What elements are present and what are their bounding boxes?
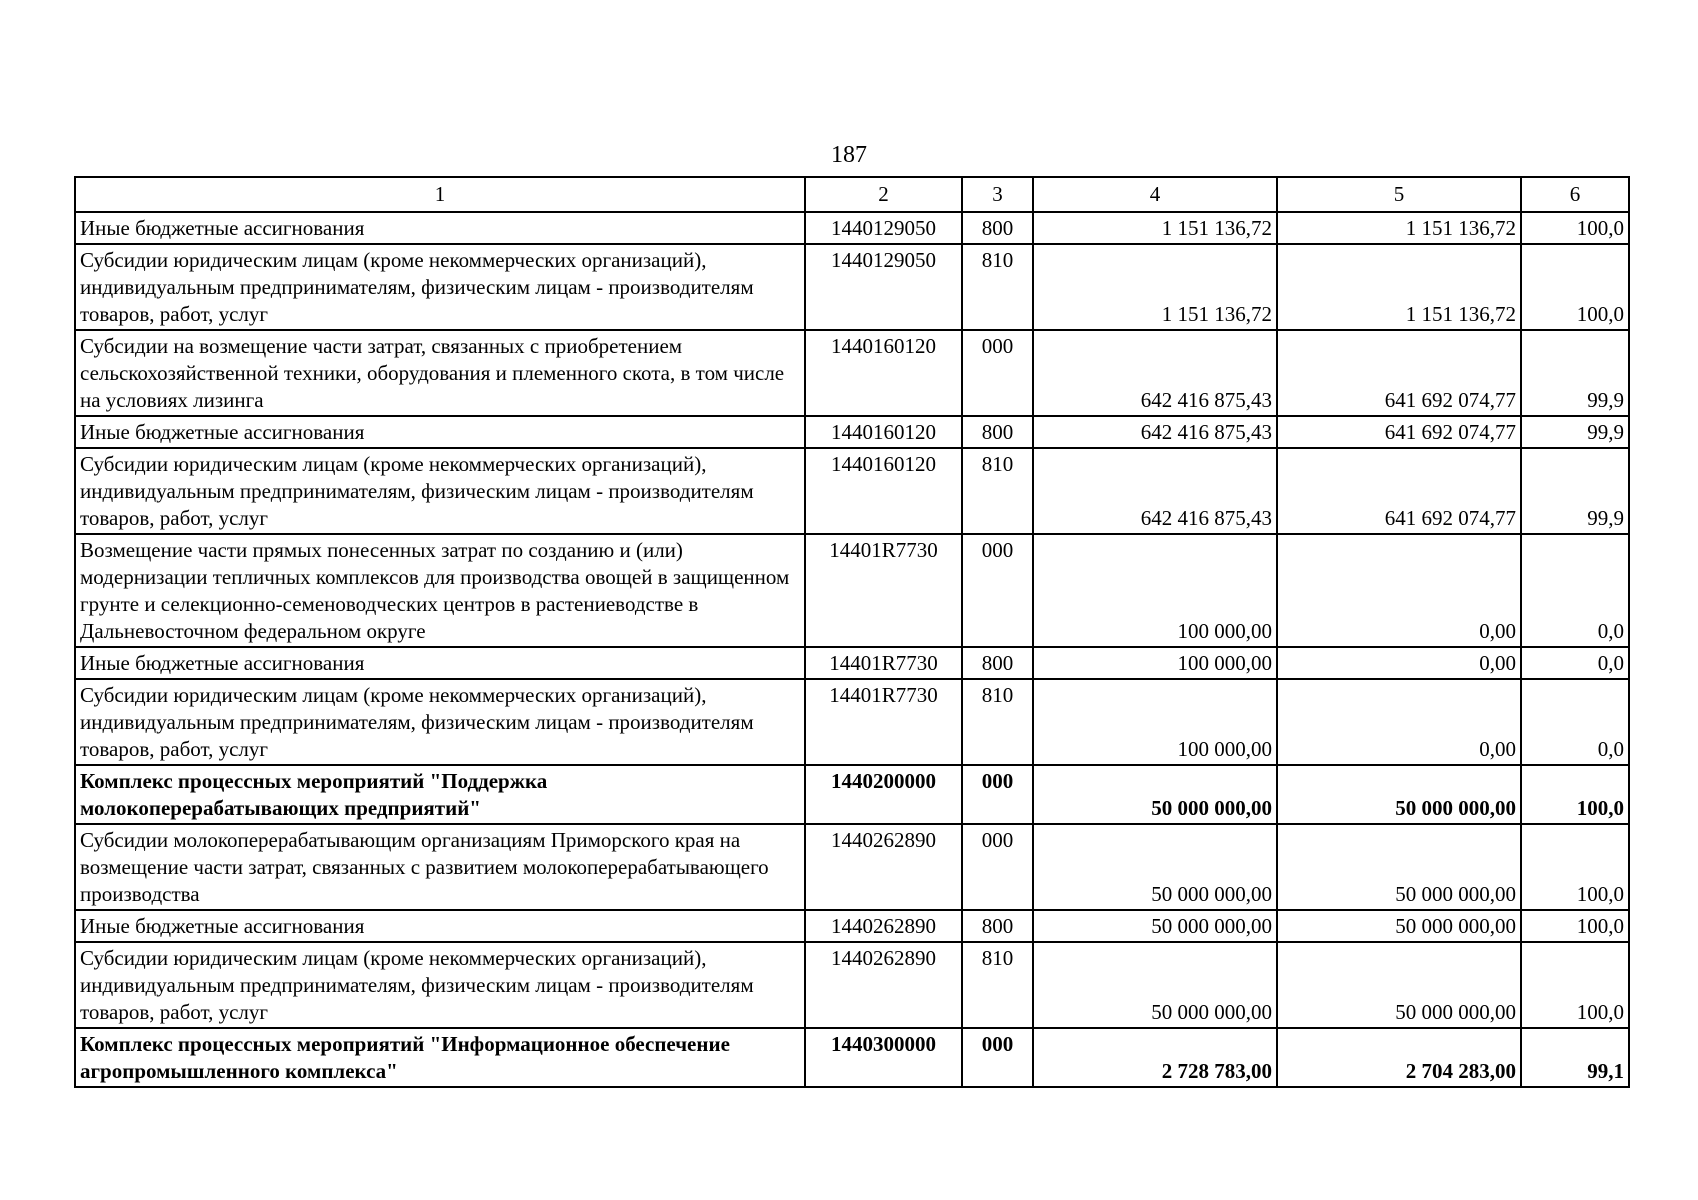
cell-name: Субсидии молокоперерабатывающим организациям Приморского края на возмещение части затрат, связанных с развитием молокоперерабатывающего производства xyxy=(75,824,805,910)
cell-plan-amount: 642 416 875,43 xyxy=(1033,330,1277,416)
header-col-6: 6 xyxy=(1521,177,1629,212)
cell-code: 1440200000 xyxy=(805,765,962,824)
cell-code: 1440129050 xyxy=(805,244,962,330)
cell-expense-type: 000 xyxy=(962,534,1033,647)
cell-expense-type: 800 xyxy=(962,910,1033,942)
cell-percent: 100,0 xyxy=(1521,244,1629,330)
cell-percent: 0,0 xyxy=(1521,534,1629,647)
cell-percent: 100,0 xyxy=(1521,910,1629,942)
cell-plan-amount: 642 416 875,43 xyxy=(1033,416,1277,448)
budget-table xyxy=(74,176,1630,1088)
cell-fact-amount: 641 692 074,77 xyxy=(1277,330,1521,416)
cell-name: Иные бюджетные ассигнования xyxy=(75,910,805,942)
table-row xyxy=(75,824,1629,910)
table-row xyxy=(75,416,1629,448)
table-row xyxy=(75,647,1629,679)
table-row xyxy=(75,679,1629,765)
page-number: 187 xyxy=(831,142,867,168)
cell-percent: 0,0 xyxy=(1521,647,1629,679)
cell-fact-amount: 50 000 000,00 xyxy=(1277,824,1521,910)
table-row xyxy=(75,1028,1629,1087)
cell-percent: 100,0 xyxy=(1521,765,1629,824)
header-col-4: 4 xyxy=(1033,177,1277,212)
cell-plan-amount: 50 000 000,00 xyxy=(1033,942,1277,1028)
table-row xyxy=(75,534,1629,647)
cell-percent: 99,1 xyxy=(1521,1028,1629,1087)
cell-code: 14401R7730 xyxy=(805,647,962,679)
header-col-1: 1 xyxy=(75,177,805,212)
cell-code: 1440160120 xyxy=(805,330,962,416)
cell-code: 14401R7730 xyxy=(805,679,962,765)
cell-name: Комплекс процессных мероприятий "Информационное обеспечение агропромышленного комплекса" xyxy=(75,1028,805,1087)
cell-plan-amount: 2 728 783,00 xyxy=(1033,1028,1277,1087)
cell-expense-type: 000 xyxy=(962,765,1033,824)
cell-name: Иные бюджетные ассигнования xyxy=(75,212,805,244)
cell-percent: 100,0 xyxy=(1521,212,1629,244)
header-col-5: 5 xyxy=(1277,177,1521,212)
cell-name: Субсидии юридическим лицам (кроме некоммерческих организаций), индивидуальным предпринимателям, физическим лицам - производителям товаров, работ, услуг xyxy=(75,448,805,534)
cell-fact-amount: 0,00 xyxy=(1277,647,1521,679)
cell-code: 1440262890 xyxy=(805,824,962,910)
cell-name: Возмещение части прямых понесенных затрат по созданию и (или) модернизации тепличных комплексов для производства овощей в защищенном грунте и селекционно-семеноводческих центров в растениеводстве в Дальневосточном федеральном округе xyxy=(75,534,805,647)
header-col-3: 3 xyxy=(962,177,1033,212)
cell-percent: 99,9 xyxy=(1521,448,1629,534)
header-col-2: 2 xyxy=(805,177,962,212)
cell-fact-amount: 1 151 136,72 xyxy=(1277,244,1521,330)
cell-fact-amount: 50 000 000,00 xyxy=(1277,942,1521,1028)
cell-plan-amount: 100 000,00 xyxy=(1033,534,1277,647)
cell-percent: 99,9 xyxy=(1521,416,1629,448)
cell-expense-type: 800 xyxy=(962,212,1033,244)
table-row xyxy=(75,212,1629,244)
cell-code: 1440300000 xyxy=(805,1028,962,1087)
cell-expense-type: 800 xyxy=(962,647,1033,679)
budget-table-body xyxy=(75,177,1629,1087)
cell-plan-amount: 1 151 136,72 xyxy=(1033,212,1277,244)
table-row xyxy=(75,765,1629,824)
cell-name: Иные бюджетные ассигнования xyxy=(75,647,805,679)
cell-fact-amount: 0,00 xyxy=(1277,679,1521,765)
cell-name: Комплекс процессных мероприятий "Поддержка молокоперерабатывающих предприятий" xyxy=(75,765,805,824)
cell-expense-type: 810 xyxy=(962,942,1033,1028)
cell-fact-amount: 641 692 074,77 xyxy=(1277,416,1521,448)
table-header-row xyxy=(75,177,1629,212)
cell-expense-type: 000 xyxy=(962,1028,1033,1087)
cell-percent: 0,0 xyxy=(1521,679,1629,765)
cell-code: 1440262890 xyxy=(805,942,962,1028)
table-row xyxy=(75,244,1629,330)
cell-expense-type: 810 xyxy=(962,679,1033,765)
cell-expense-type: 800 xyxy=(962,416,1033,448)
cell-fact-amount: 1 151 136,72 xyxy=(1277,212,1521,244)
table-row xyxy=(75,910,1629,942)
cell-expense-type: 000 xyxy=(962,824,1033,910)
cell-fact-amount: 641 692 074,77 xyxy=(1277,448,1521,534)
cell-plan-amount: 50 000 000,00 xyxy=(1033,824,1277,910)
cell-plan-amount: 642 416 875,43 xyxy=(1033,448,1277,534)
cell-plan-amount: 1 151 136,72 xyxy=(1033,244,1277,330)
cell-plan-amount: 100 000,00 xyxy=(1033,679,1277,765)
cell-name: Субсидии на возмещение части затрат, связанных с приобретением сельскохозяйственной техники, оборудования и племенного скота, в том числе на условиях лизинга xyxy=(75,330,805,416)
cell-plan-amount: 50 000 000,00 xyxy=(1033,765,1277,824)
cell-name: Субсидии юридическим лицам (кроме некоммерческих организаций), индивидуальным предпринимателям, физическим лицам - производителям товаров, работ, услуг xyxy=(75,679,805,765)
cell-code: 1440262890 xyxy=(805,910,962,942)
cell-fact-amount: 50 000 000,00 xyxy=(1277,765,1521,824)
cell-code: 14401R7730 xyxy=(805,534,962,647)
cell-name: Субсидии юридическим лицам (кроме некоммерческих организаций), индивидуальным предпринимателям, физическим лицам - производителям товаров, работ, услуг xyxy=(75,244,805,330)
cell-percent: 100,0 xyxy=(1521,824,1629,910)
table-row xyxy=(75,330,1629,416)
cell-fact-amount: 50 000 000,00 xyxy=(1277,910,1521,942)
cell-code: 1440129050 xyxy=(805,212,962,244)
cell-expense-type: 000 xyxy=(962,330,1033,416)
cell-code: 1440160120 xyxy=(805,448,962,534)
cell-expense-type: 810 xyxy=(962,448,1033,534)
cell-code: 1440160120 xyxy=(805,416,962,448)
table-row xyxy=(75,448,1629,534)
cell-plan-amount: 50 000 000,00 xyxy=(1033,910,1277,942)
cell-plan-amount: 100 000,00 xyxy=(1033,647,1277,679)
cell-name: Иные бюджетные ассигнования xyxy=(75,416,805,448)
cell-percent: 100,0 xyxy=(1521,942,1629,1028)
cell-fact-amount: 2 704 283,00 xyxy=(1277,1028,1521,1087)
table-row xyxy=(75,942,1629,1028)
cell-fact-amount: 0,00 xyxy=(1277,534,1521,647)
cell-name: Субсидии юридическим лицам (кроме некоммерческих организаций), индивидуальным предпринимателям, физическим лицам - производителям товаров, работ, услуг xyxy=(75,942,805,1028)
cell-expense-type: 810 xyxy=(962,244,1033,330)
cell-percent: 99,9 xyxy=(1521,330,1629,416)
